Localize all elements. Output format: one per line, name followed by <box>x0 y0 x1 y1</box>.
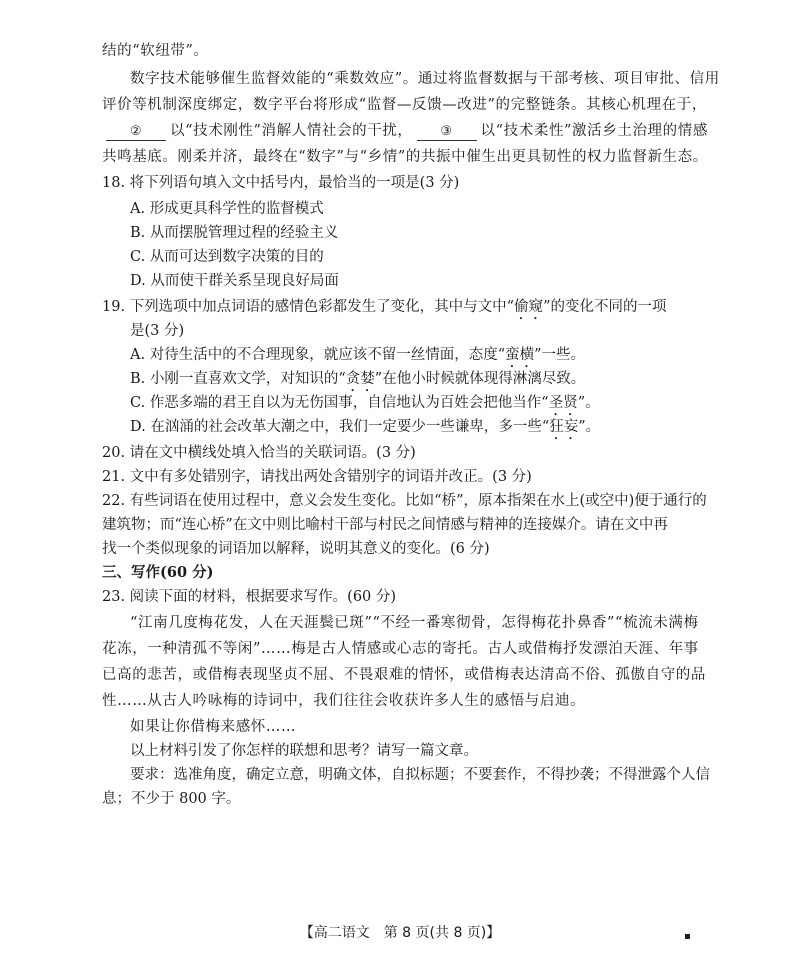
question-22-line3: 找一个类似现象的词语加以解释，说明其意义的变化。(6 分) <box>102 541 490 557</box>
text-line: 共鸣基底。刚柔并济，最终在“数字”与“乡情”的共振中催生出更具韧性的权力监督新生态。 <box>102 149 708 165</box>
material-line: 如果让你借梅来感怀…… <box>130 719 297 735</box>
text-fragment: ”。 <box>577 395 600 411</box>
q18-option-b: B. 从而摆脱管理过程的经验主义 <box>130 225 339 241</box>
q19-option-a <box>130 344 698 371</box>
dotted-word: 蛮横 <box>505 347 535 363</box>
q18-option-c: C. 从而可达到数字决策的目的 <box>130 249 324 265</box>
material-line: 花冻，一种清孤不等闲”……梅是古人情感或心志的寄托。古人或借梅抒发漂泊天涯、年事 <box>102 641 699 657</box>
requirements-line: 要求：选准角度，确定立意，明确文体，自拟标题；不要套作，不得抄袭；不得泄露个人信 <box>130 767 710 783</box>
prompt-line: 以上材料引发了你怎样的联想和思考？请写一篇文章。 <box>130 743 478 759</box>
text-fragment: ”的变化不同的一项 <box>543 299 667 315</box>
question-20: 20. 请在文中横线处填入恰当的关联词语。(3 分) <box>102 445 416 461</box>
question-22-line2: 建筑物；而“连心桥”在文中则比喻村干部与村民之间情感与精神的连接媒介。请在文中再 <box>102 517 668 533</box>
q19-option-d <box>130 416 698 443</box>
q19-option-b <box>130 368 698 395</box>
question-19-stem <box>102 296 698 323</box>
material-line: “江南几度梅花发，人在天涯鬓已斑”“不经一番寒彻骨，怎得梅花扑鼻香”“梳流未满梅 <box>130 615 699 631</box>
material-line: 已高的悲苦，或借梅表现坚贞不屈、不畏艰难的情怀，或借梅表达清高不俗、孤傲自守的品 <box>102 667 706 683</box>
text-fragment: C. 作恶多端的君王自以为无伤国事，自信地认为百姓会把他当作“ <box>130 395 549 411</box>
question-23-stem: 23. 阅读下面的材料，根据要求写作。(60 分) <box>102 589 397 605</box>
section-heading: 三、写作(60 分) <box>102 564 214 581</box>
text-line-with-blanks <box>102 120 708 142</box>
question-22-line1: 22. 有些词语在使用过程中，意义会发生变化。比如“桥”，原本指架在水上(或空中)便于通行的 <box>102 493 707 509</box>
q19-option-c <box>130 392 698 419</box>
q18-option-d: D. 从而使干群关系呈现良好局面 <box>130 273 339 289</box>
text-fragment: B. 小刚一直喜欢文学，对知识的“ <box>130 371 346 387</box>
text-fragment: D. 在汹涌的社会改革大潮之中，我们一定要少一些谦卑，多一些“ <box>130 419 550 435</box>
text-fragment: A. 对待生活中的不合理现象，就应该不留一丝情面，态度“ <box>130 347 506 363</box>
text-fragment: 以“技术柔性”激活乡土治理的情感 <box>480 123 708 139</box>
text-fragment: 以“技术刚性”消解人情社会的干扰， <box>170 123 413 139</box>
blank-3: ③ <box>417 122 477 141</box>
dotted-word: 贪婪 <box>345 371 375 387</box>
text-line: 结的“软纽带”。 <box>102 43 209 59</box>
page-footer: 【高二语文 第 8 页(共 8 页)】 <box>299 925 501 941</box>
material-line: 性……从古人吟咏梅的诗词中，我们往往会收获许多人生的感悟与启迪。 <box>102 693 586 709</box>
question-18-stem: 18. 将下列语句填入文中括号内，最恰当的一项是(3 分) <box>102 175 460 191</box>
text-fragment: ”一些。 <box>534 347 586 363</box>
dotted-word: 狂妄 <box>549 419 579 435</box>
text-fragment: ”。 <box>578 419 601 435</box>
text-fragment: ”在他小时候就体现得淋漓尽致。 <box>374 371 586 387</box>
question-21: 21. 文中有多处错别字，请找出两处含错别字的词语并改正。(3 分) <box>102 469 532 485</box>
text-line: 数字技术能够催生监督效能的“乘数效应”。通过将监督数据与干部考核、项目审批、信用 <box>130 71 720 87</box>
corner-mark: ▪ <box>684 931 691 942</box>
q18-option-a: A. 形成更具科学性的监督模式 <box>130 201 324 217</box>
blank-2: ② <box>106 122 166 141</box>
dotted-word: 偷窥 <box>514 299 544 315</box>
dotted-word: 圣贤 <box>548 395 578 411</box>
requirements-line: 息；不少于 800 字。 <box>102 791 241 807</box>
question-19-stem-cont: 是(3 分) <box>130 323 185 339</box>
text-line: 评价等机制深度绑定，数字平台将形成“监督—反馈—改进”的完整链条。其核心机理在于， <box>102 97 707 113</box>
text-fragment: 19. 下列选项中加点词语的感情色彩都发生了变化，其中与文中“ <box>102 299 515 315</box>
